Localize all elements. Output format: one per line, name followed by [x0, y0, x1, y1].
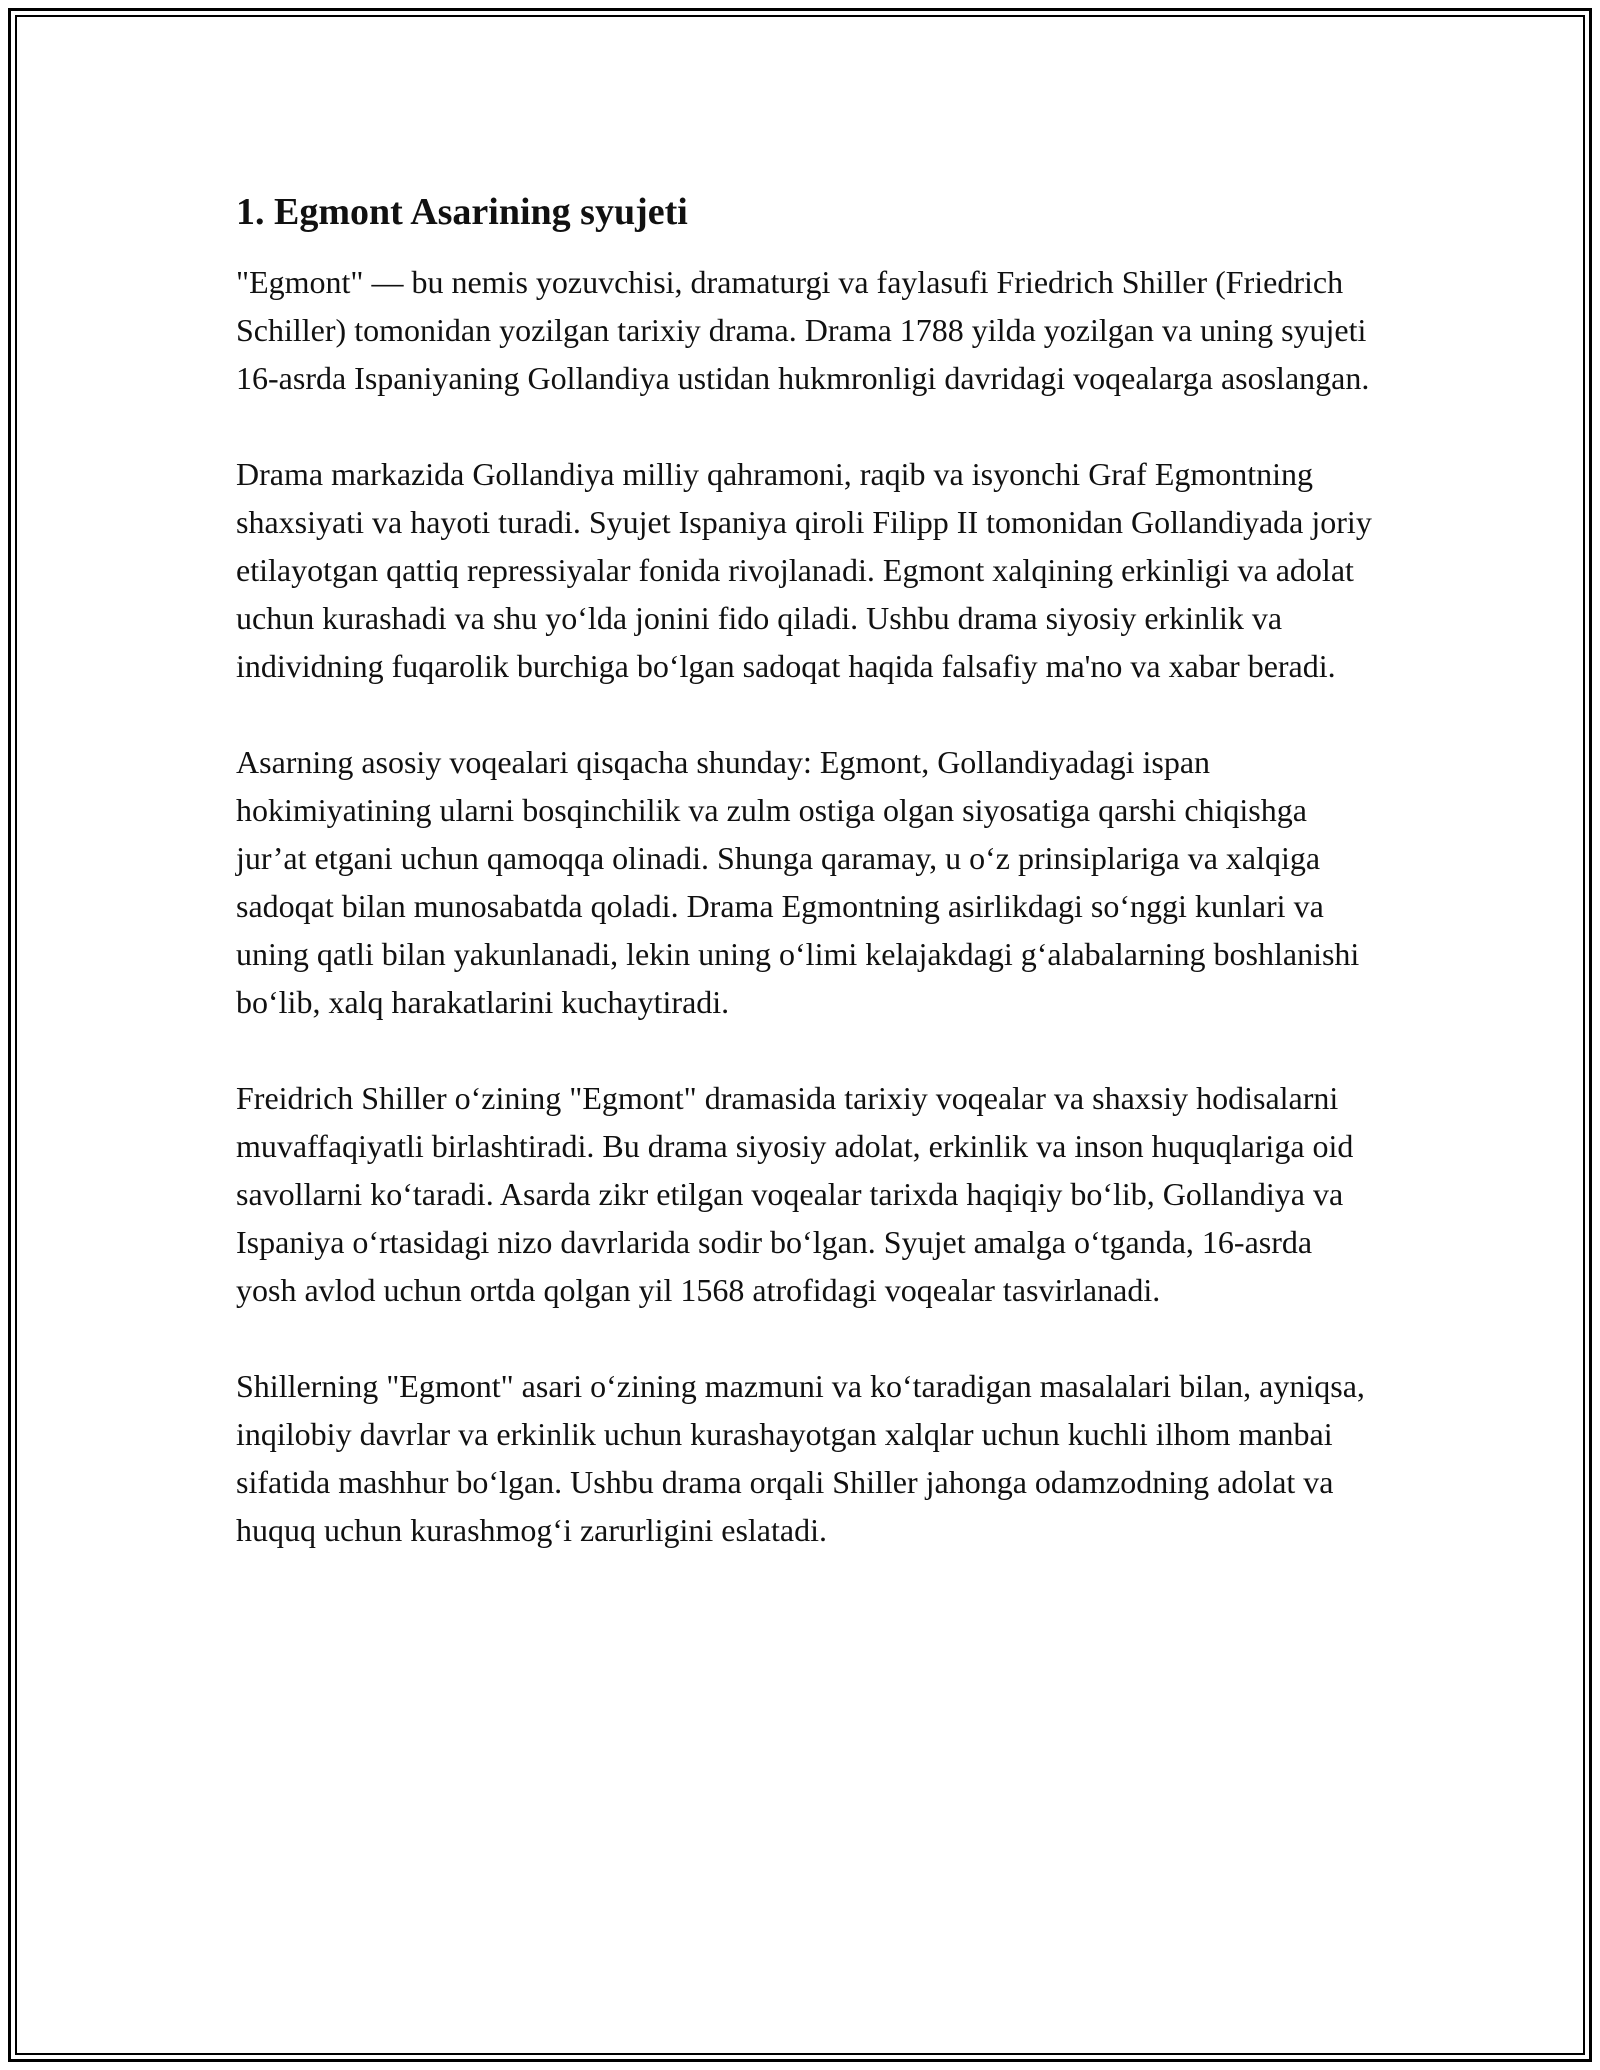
paragraph-3: Asarning asosiy voqealari qisqacha shunday: Egmont, Gollandiyadagi ispan hokimiyatining ularni bosqinchilik va zulm ostiga olgan siyosatiga qarshi chiqishga jur’at etgani uchun qamoqqa olinadi. Shunga qaramay, u o‘z prinsiplariga va xalqiga sadoqat bilan munosabatda qoladi. Drama Egmontning asirlikdagi so‘nggi kunlari va uning qatli bilan yakunlanadi, lekin uning o‘limi kelajakdagi g‘alabalarning boshlanishi bo‘lib, xalq harakatlarini kuchaytiradi.	[236, 744, 1360, 1020]
paragraph-1: "Egmont" — bu nemis yozuvchisi, dramaturgi va faylasufi Friedrich Shiller (Friedrich Schiller) tomonidan yozilgan tarixiy drama. Drama 1788 yilda yozilgan va uning syujeti 16-asrda Ispaniyaning Gollandiya ustidan hukmronligi davridagi voqealarga asoslangan.	[236, 264, 1370, 396]
document-body	[236, 186, 1376, 1602]
paragraph-2: Drama markazida Gollandiya milliy qahramoni, raqib va isyonchi Graf Egmontning shaxsiyati va hayoti turadi. Syujet Ispaniya qiroli Filipp II tomonidan Gollandiyada joriy etilayotgan qattiq repressiyalar fonida rivojlanadi. Egmont xalqining erkinligi va adolat uchun kurashadi va shu yo‘lda jonini fido qiladi. Ushbu drama siyosiy erkinlik va individning fuqarolik burchiga bo‘lgan sadoqat haqida falsafiy ma'no va xabar beradi.	[236, 456, 1372, 684]
paragraph-5: Shillerning "Egmont" asari o‘zining mazmuni va ko‘taradigan masalalari bilan, ayniqsa, inqilobiy davrlar va erkinlik uchun kurashayotgan xalqlar uchun kuchli ilhom manbai sifatida mashhur bo‘lgan. Ushbu drama orqali Shiller jahonga odamzodning adolat va huquq uchun kurashmog‘i zarurligini eslatadi.	[236, 1368, 1365, 1548]
document-heading: 1. Egmont Asarining syujeti	[236, 191, 688, 233]
paragraph-4: Freidrich Shiller o‘zining "Egmont" dramasida tarixiy voqealar va shaxsiy hodisalarni muvaffaqiyatli birlashtiradi. Bu drama siyosiy adolat, erkinlik va inson huquqlariga oid savollarni ko‘taradi. Asarda zikr etilgan voqealar tarixda haqiqiy bo‘lib, Gollandiya va Ispaniya o‘rtasidagi nizo davrlarida sodir bo‘lgan. Syujet amalga o‘tganda, 16-asrda yosh avlod uchun ortda qolgan yil 1568 atrofidagi voqealar tasvirlanadi.	[236, 1080, 1354, 1308]
